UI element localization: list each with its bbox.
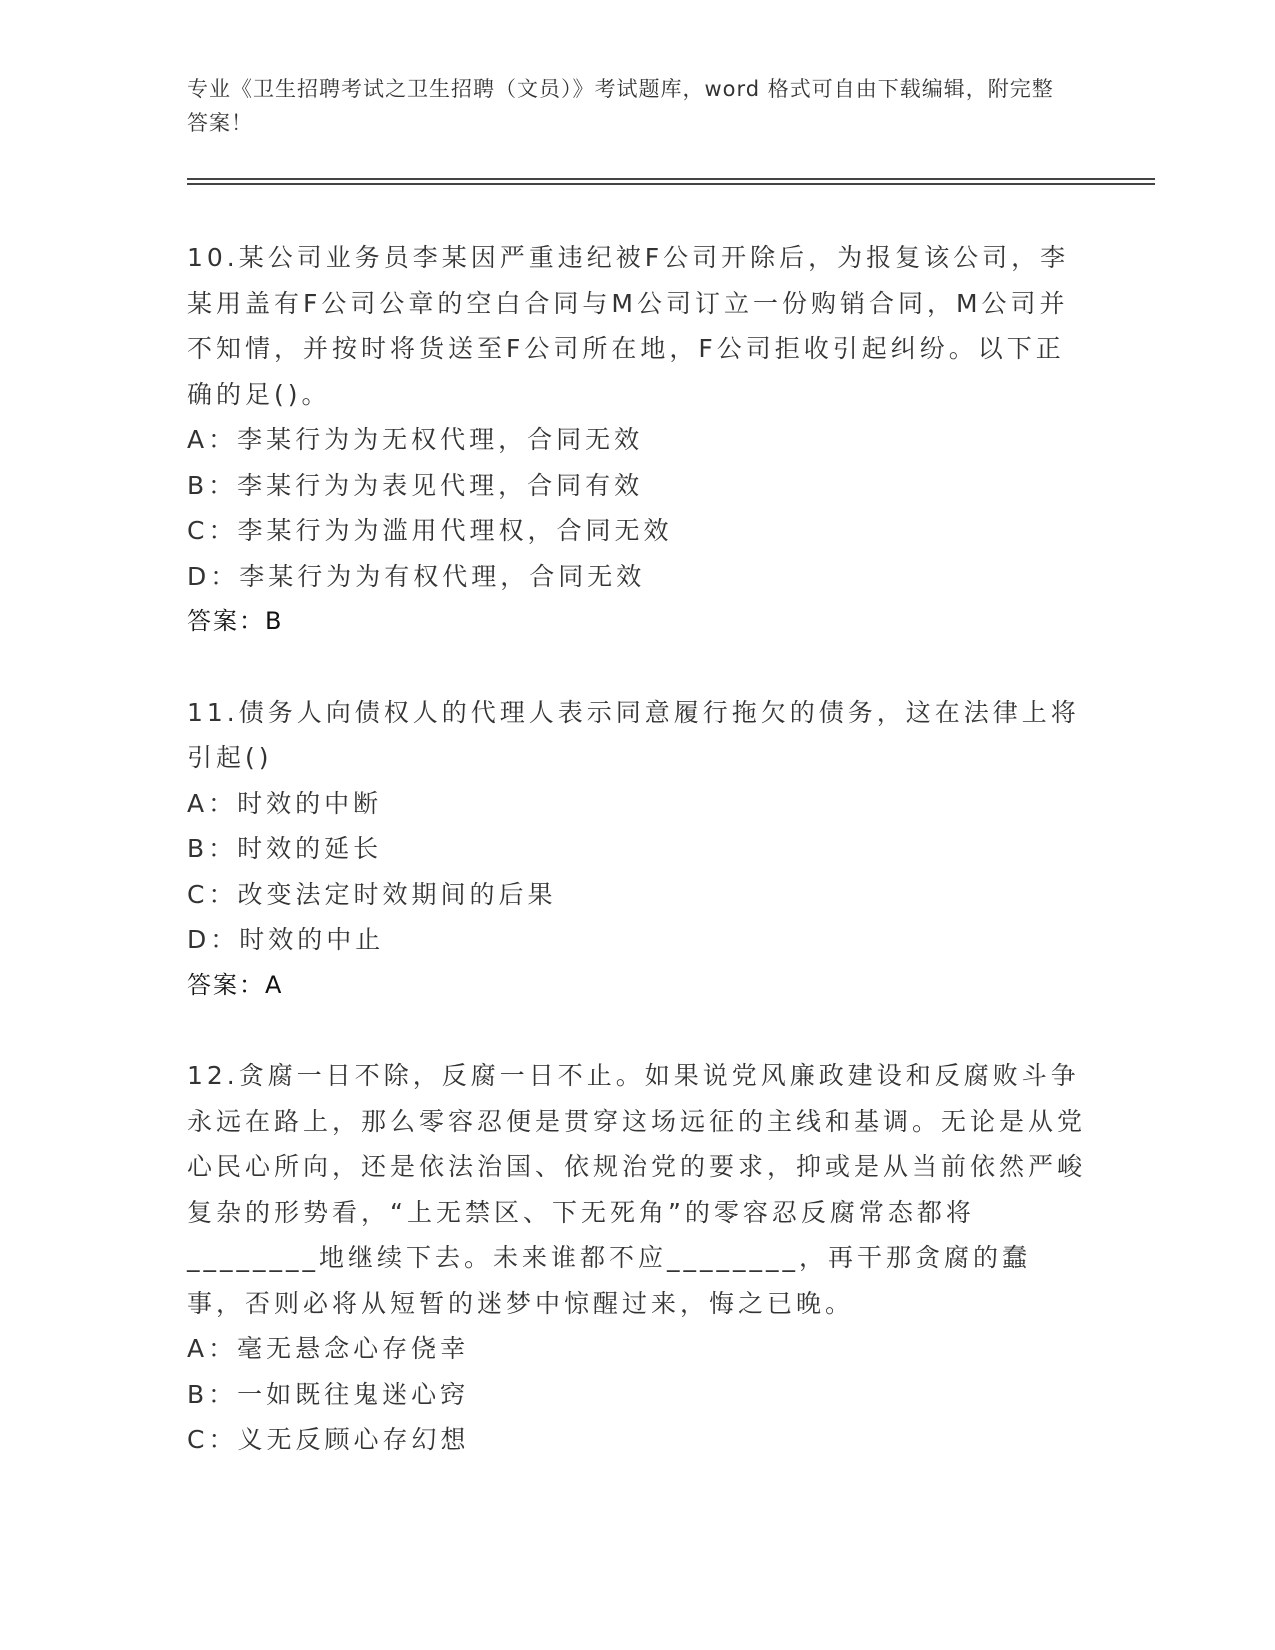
answer-line: 答案：B: [187, 607, 284, 635]
question-12: [187, 1053, 1087, 1463]
question-stem: 12.贪腐一日不除，反腐一日不止。如果说党风廉政建设和反腐败斗争永远在路上，那么零容忍便是贯穿这场远征的主线和基调。无论是从党心民心所向，还是依法治国、依规治党的要求，抑或是从当前依然严峻复杂的形势看，“上无禁区、下无死角”的零容忍反腐常态都将________地继续下去。未来谁都不应________，再干那贪腐的蠢事，否则必将从短暂的迷梦中惊醒过来，悔之已晚。: [187, 1061, 1087, 1318]
question-spacer: [187, 645, 1087, 690]
option-c: C：李某行为为滥用代理权，合同无效: [187, 516, 673, 545]
header-rule-top: [187, 178, 1155, 180]
option-a: A：毫无悬念心存侥幸: [187, 1334, 470, 1363]
answer-line: 答案：A: [187, 970, 284, 999]
option-c: C：改变法定时效期间的后果: [187, 879, 557, 909]
option-b: B：李某行为为表见代理，合同有效: [187, 470, 644, 500]
option-b: B：一如既往鬼迷心窍: [187, 1379, 470, 1409]
header-text: 专业《卫生招聘考试之卫生招聘（文员）》考试题库，word 格式可自由下载编辑，附完整答案！: [187, 77, 1054, 135]
question-list: [187, 235, 1087, 1463]
option-b: B：时效的延长: [187, 834, 383, 863]
question-10: [187, 235, 1087, 645]
option-d: D：时效的中止: [187, 925, 385, 954]
question-11: [187, 690, 1087, 1009]
option-a: A：李某行为为无权代理，合同无效: [187, 425, 644, 454]
option-a: A：时效的中断: [187, 788, 383, 818]
option-d: D：李某行为为有权代理，合同无效: [187, 561, 646, 591]
question-stem: 10.某公司业务员李某因严重违纪被F公司开除后，为报复该公司，李某用盖有F公司公章的空白合同与M公司订立一份购销合同，M公司并不知情，并按时将货送至F公司所在地，F公司拒收引起纠纷。以下正确的足()。: [187, 243, 1070, 409]
header-rule-bottom: [187, 183, 1155, 185]
document-header: [187, 72, 1067, 140]
question-stem: 11.债务人向债权人的代理人表示同意履行拖欠的债务，这在法律上将引起(): [187, 697, 1080, 772]
option-c: C：义无反顾心存幻想: [187, 1425, 470, 1454]
question-spacer: [187, 1008, 1087, 1053]
